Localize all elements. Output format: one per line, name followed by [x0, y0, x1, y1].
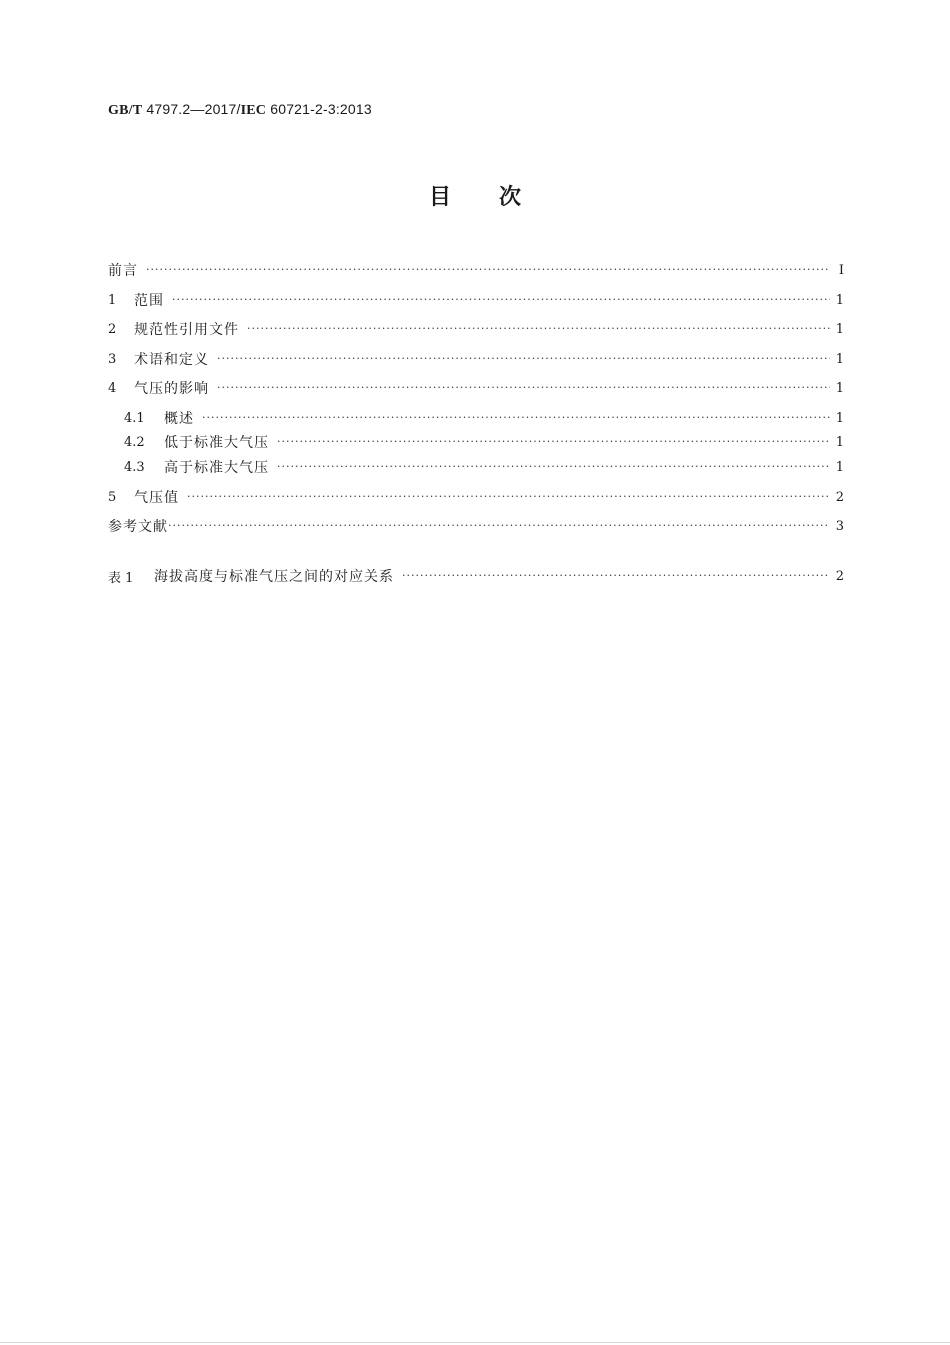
toc-leader-dots — [217, 380, 830, 396]
toc-entry-foreword[interactable] — [108, 259, 844, 281]
iec-prefix: IEC — [240, 103, 267, 118]
toc-entry-number: 1 — [108, 292, 117, 308]
toc-entry-overview[interactable] — [124, 407, 844, 429]
toc-entry-page: Ⅰ — [838, 262, 844, 278]
toc-entry-label: 气压的影响 — [134, 381, 209, 397]
toc-entry-bibliography[interactable] — [108, 515, 844, 537]
page-bottom-edge — [0, 1342, 950, 1343]
toc-entry-number: 3 — [108, 351, 117, 367]
standard-header — [108, 101, 372, 119]
toc-entry-label: 海拔高度与标准气压之间的对应关系 — [154, 569, 394, 585]
toc-entry-number: 表 1 — [108, 570, 134, 586]
toc-leader-dots — [172, 292, 830, 308]
toc-entry-label: 气压值 — [134, 490, 179, 506]
toc-entry-number: 4.2 — [124, 434, 145, 450]
toc-entry-page: 1 — [835, 380, 844, 396]
toc-entry-label: 规范性引用文件 — [134, 322, 239, 338]
toc-leader-dots — [217, 351, 830, 367]
toc-leader-dots — [402, 568, 830, 584]
toc-entry-page: 1 — [835, 321, 844, 337]
toc-entry-page: 1 — [835, 292, 844, 308]
toc-entry-number: 4.1 — [124, 410, 145, 426]
toc-entry-label: 概述 — [164, 411, 194, 427]
toc-entry-number: 4.3 — [124, 459, 145, 475]
toc-entry-label: 高于标准大气压 — [164, 460, 269, 476]
toc-entry-table-1[interactable] — [108, 565, 844, 587]
standard-number: 4797.2—2017/ — [146, 101, 241, 117]
toc-entry-page: 2 — [835, 489, 844, 505]
toc-entry-page: 1 — [835, 459, 844, 475]
toc-leader-dots — [168, 518, 830, 534]
toc-entry-page: 1 — [835, 351, 844, 367]
toc-entry-page: 1 — [835, 410, 844, 426]
toc-entry-above-standard[interactable] — [124, 456, 844, 478]
toc-leader-dots — [247, 321, 830, 337]
toc-entry-page: 3 — [835, 518, 844, 534]
standard-code: GB/T — [108, 103, 143, 118]
iec-number: 60721-2-3:2013 — [270, 101, 372, 117]
toc-entry-number: 5 — [108, 489, 117, 505]
toc-entry-label: 参考文献 — [108, 519, 168, 535]
toc-entry-number: 2 — [108, 321, 117, 337]
toc-leader-dots — [277, 434, 830, 450]
toc-entry-page: 2 — [835, 568, 844, 584]
toc-entry-terms-definitions[interactable] — [108, 348, 844, 370]
toc-leader-dots — [277, 459, 830, 475]
toc-leader-dots — [187, 489, 830, 505]
toc-entry-below-standard[interactable] — [124, 431, 844, 453]
toc-entry-label: 范围 — [134, 293, 164, 309]
toc-title: 目次 — [428, 185, 569, 210]
toc-entry-pressure-effects[interactable] — [108, 377, 844, 399]
toc-entry-label: 前言 — [108, 263, 138, 279]
toc-entry-label: 术语和定义 — [134, 352, 209, 368]
toc-entry-normative-references[interactable] — [108, 318, 844, 340]
toc-entry-number: 4 — [108, 380, 117, 396]
toc-leader-dots — [146, 262, 830, 278]
toc-entry-pressure-values[interactable] — [108, 486, 844, 508]
toc-leader-dots — [202, 410, 830, 426]
toc-entry-page: 1 — [835, 434, 844, 450]
toc-entry-label: 低于标准大气压 — [164, 435, 269, 451]
toc-entry-scope[interactable] — [108, 289, 844, 311]
